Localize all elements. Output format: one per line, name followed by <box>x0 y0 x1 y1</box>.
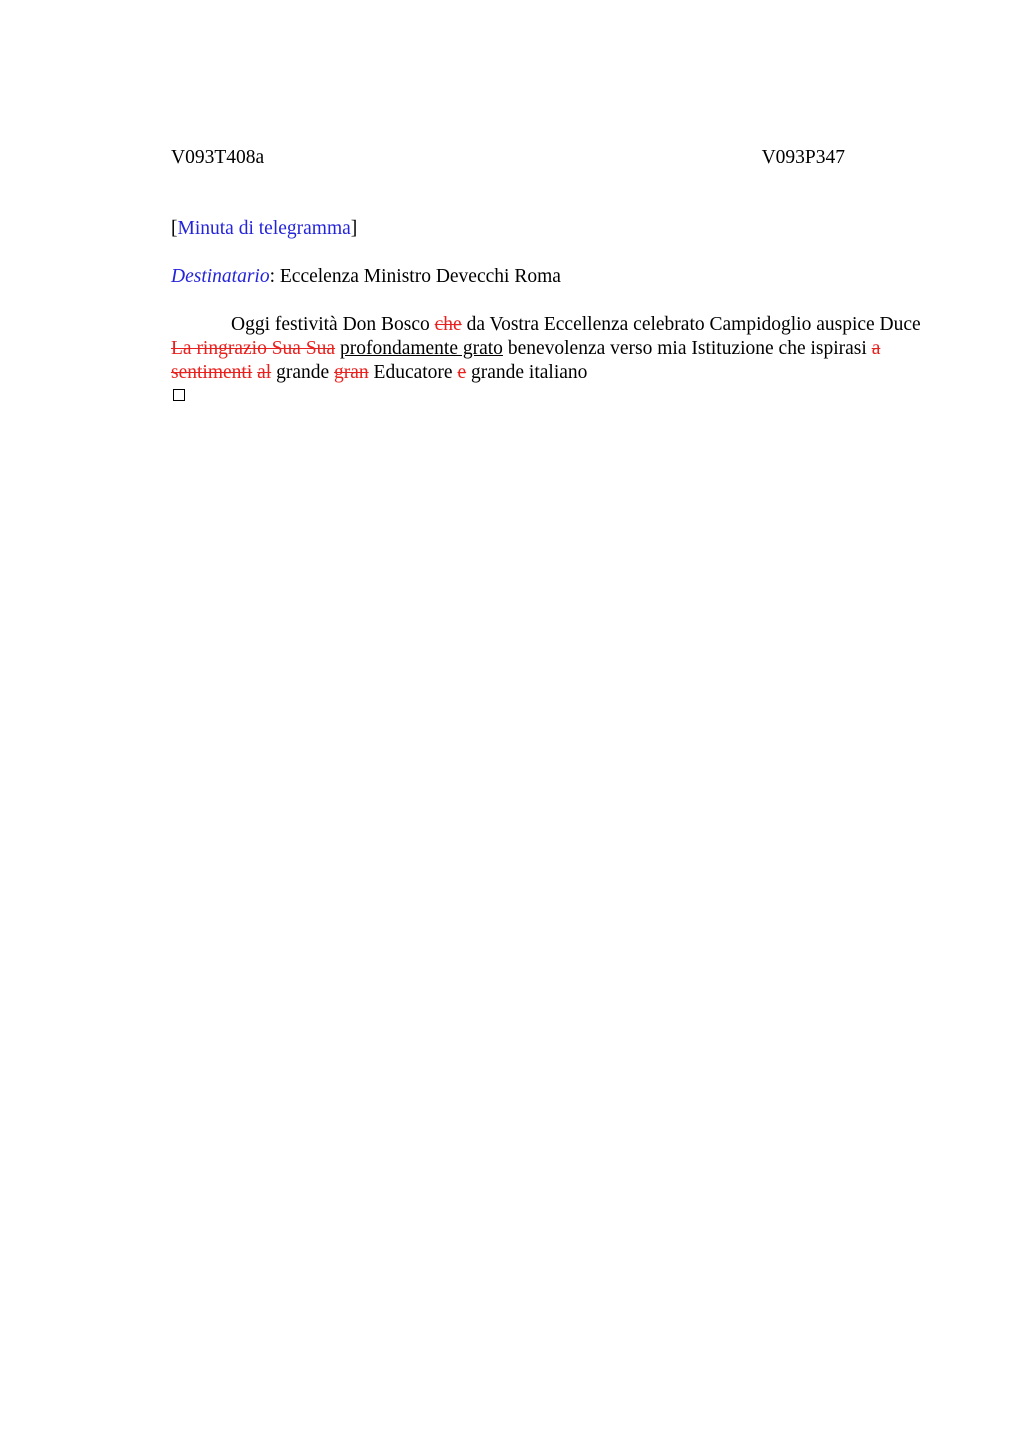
end-marker-square-icon <box>173 389 185 401</box>
close-bracket: ] <box>350 218 358 239</box>
text-segment: Oggi festività Don Bosco <box>231 314 435 335</box>
deleted-text: e <box>457 362 467 383</box>
deleted-text: La ringrazio Sua Sua <box>171 338 336 359</box>
page-code: V093P347 <box>761 147 845 168</box>
inserted-text: profondamente grato <box>339 338 503 359</box>
document-code: V093T408a <box>171 147 265 168</box>
text-segment: benevolenza verso mia Istituzione che ispirasi <box>502 338 872 359</box>
text-segment: Educatore <box>368 362 458 383</box>
deleted-text: gran <box>334 362 369 383</box>
text-segment: da Vostra Eccellenza celebrato Campidoglio auspice Duce <box>461 314 921 335</box>
recipient-line <box>171 265 561 289</box>
telegram-body <box>171 313 921 385</box>
text-segment: grande italiano <box>466 362 588 383</box>
deleted-text: al <box>257 362 272 383</box>
document-type-label: Minuta di telegramma <box>177 218 351 239</box>
deleted-text: a sentimenti <box>171 338 881 383</box>
recipient-value: Eccelenza Ministro Devecchi Roma <box>279 266 561 287</box>
deleted-text: che <box>434 314 462 335</box>
recipient-label: Destinatario <box>171 266 270 287</box>
document-type <box>171 217 357 241</box>
document-page <box>171 0 921 1450</box>
text-segment: grande <box>271 362 335 383</box>
open-bracket: [ <box>171 218 178 239</box>
recipient-separator: : <box>269 266 280 287</box>
